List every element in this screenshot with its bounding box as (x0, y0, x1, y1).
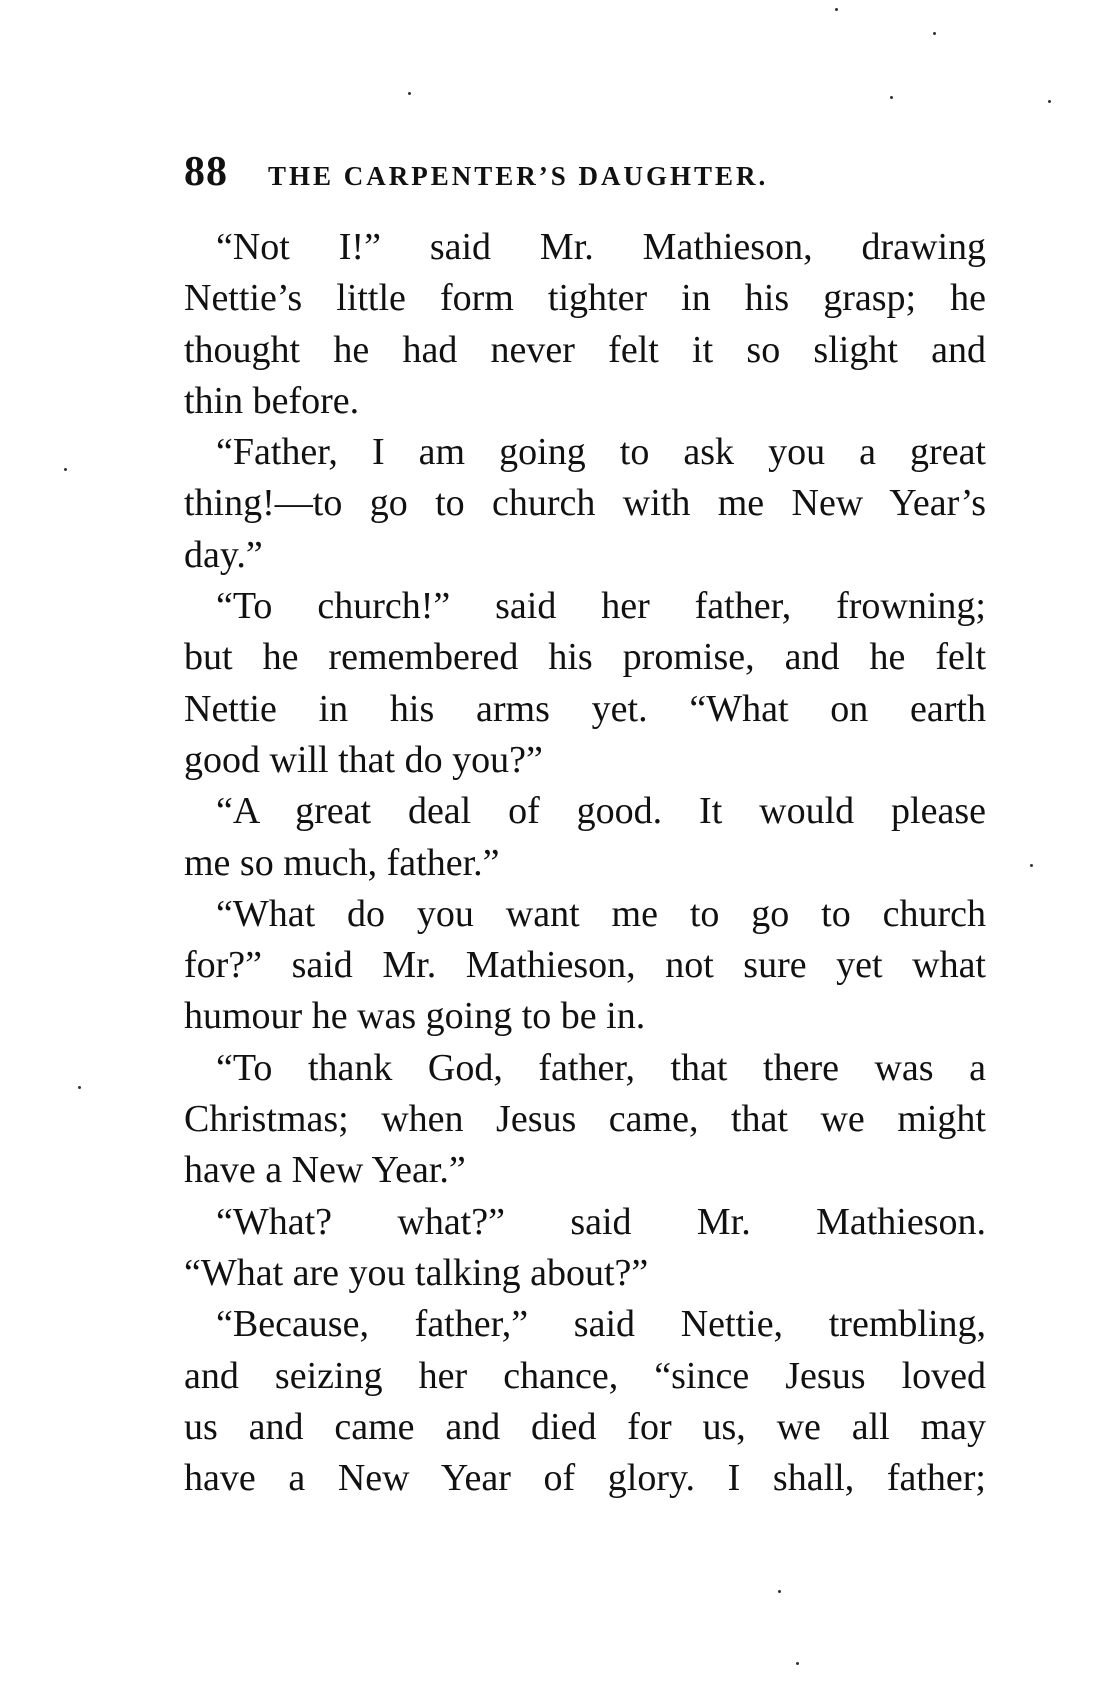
text-line: thin before. (184, 379, 360, 422)
text-line: Christmas; when Jesus came, that we might (184, 1098, 986, 1141)
scan-speck (890, 96, 893, 99)
running-head (184, 148, 984, 198)
text-line: “What? what?” said Mr. Mathieson. (216, 1200, 986, 1243)
book-title: THE CARPENTER’S DAUGHTER. (268, 161, 769, 191)
body-text (184, 222, 986, 1504)
text-line: but he remembered his promise, and he felt (184, 636, 986, 679)
text-line: thought he had never felt it so slight and (184, 328, 986, 371)
scan-speck (64, 468, 67, 471)
text-line: humour he was going to be in. (184, 995, 646, 1038)
text-line: “Father, I am going to ask you a great (216, 431, 986, 474)
scan-speck (1048, 100, 1051, 103)
text-line: good will that do you?” (184, 738, 543, 781)
text-line: thing!—to go to church with me New Year’s (184, 482, 986, 525)
text-line: “What are you talking about?” (184, 1251, 649, 1294)
text-line: “A great deal of good. It would please (216, 790, 986, 833)
text-line: for?” said Mr. Mathieson, not sure yet what (184, 944, 986, 987)
text-line: Nettie in his arms yet. “What on earth (184, 687, 986, 730)
text-line: me so much, father.” (184, 841, 500, 884)
text-line: have a New Year of glory. I shall, father; (184, 1457, 986, 1500)
scan-speck (933, 32, 936, 35)
scan-speck (1030, 864, 1033, 867)
scan-speck (835, 8, 838, 11)
scan-speck (778, 1590, 781, 1593)
scan-speck (796, 1662, 799, 1665)
text-line: day.” (184, 533, 263, 576)
text-line: “What do you want me to go to church (216, 892, 986, 935)
text-line: “Not I!” said Mr. Mathieson, drawing (216, 226, 986, 268)
scan-speck (78, 1086, 81, 1089)
text-line: “To thank God, father, that there was a (216, 1046, 986, 1089)
text-line: us and came and died for us, we all may (184, 1405, 986, 1448)
text-line: Nettie’s little form tighter in his grasp; he (184, 277, 986, 320)
text-line: “Because, father,” said Nettie, trembling, (216, 1303, 986, 1346)
text-line: have a New Year.” (184, 1149, 466, 1192)
page-number: 88 (184, 149, 228, 195)
text-line: and seizing her chance, “since Jesus loved (184, 1354, 986, 1397)
scan-speck (408, 92, 411, 95)
text-line: “To church!” said her father, frowning; (216, 585, 986, 628)
